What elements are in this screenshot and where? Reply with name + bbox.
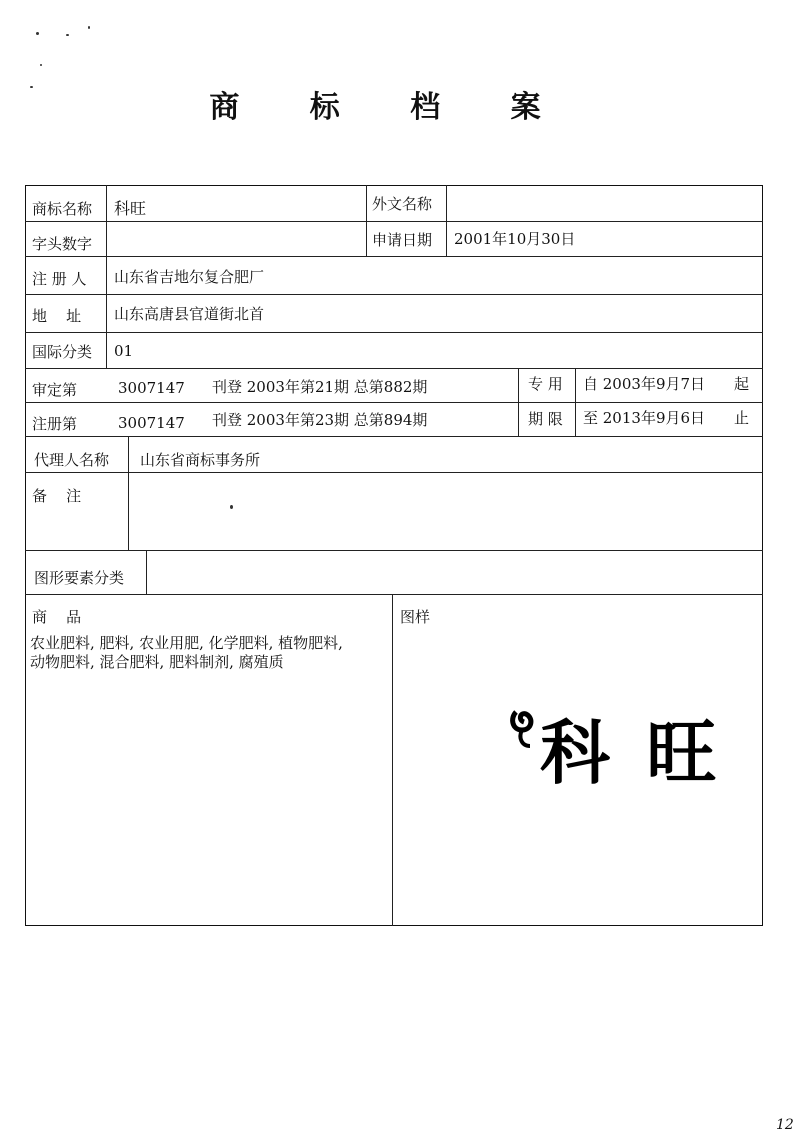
frame-left [25,185,26,926]
address-value: 山东高唐县官道街北首 [114,305,265,323]
trademark-name-label: 商标名称 [32,200,93,218]
col-line [106,185,107,257]
row-line [25,472,763,473]
trademark-name-value: 科旺 [114,199,147,218]
col-line [446,185,447,257]
row-line [25,594,763,595]
row-line [25,256,763,257]
apply-date-value: 2001年10月30日 [454,230,576,248]
row-line [25,294,763,295]
registrant-value: 山东省吉地尔复合肥厂 [114,268,265,286]
agent-value: 山东省商标事务所 [140,451,261,469]
logo-swirl-icon [508,704,542,750]
prefix-digits-label: 字头数字 [32,235,93,253]
registrant-label: 注 册 人 [32,270,87,288]
col-line [146,550,147,594]
col-line [518,368,519,436]
scan-speck [230,505,233,509]
row-line [25,368,763,369]
goods-line-1: 农业肥料, 肥料, 农业用肥, 化学肥料, 植物肥料, [30,634,343,652]
col-line [106,256,107,368]
frame-bottom [25,925,763,926]
trademark-sample-mark: 科 旺 [540,712,723,794]
scan-speck [66,34,69,36]
row-line [25,402,763,403]
col-line [392,594,393,926]
col-line [575,368,576,436]
row-line [25,332,763,333]
row-line [25,221,763,222]
frame-top [25,185,763,186]
foreign-name-label: 外文名称 [372,195,433,213]
scan-speck [40,64,42,66]
registration-publication: 刊登 2003年第23期 总第894期 [212,411,428,429]
remarks-label: 备 注 [32,487,82,505]
page-title: 商 标 档 案 [209,90,571,125]
registration-label: 注册第 [32,415,78,433]
row-line [25,436,763,437]
exam-label: 审定第 [32,381,78,399]
term-to-end: 止 [734,409,750,427]
row-line [25,550,763,551]
term-label-2: 期 限 [528,410,563,428]
scan-speck [88,26,90,29]
col-line [366,185,367,257]
intl-class-value: 01 [114,342,134,360]
frame-right [762,185,763,926]
page-number: 12 [776,1117,794,1133]
term-label-1: 专 用 [528,375,563,393]
address-label: 地 址 [32,307,82,325]
term-to: 至 2013年9月6日 [583,409,706,427]
term-from-end: 起 [734,375,750,393]
exam-number: 3007147 [118,379,185,397]
apply-date-label: 申请日期 [372,231,433,249]
exam-publication: 刊登 2003年第21期 总第882期 [212,378,428,396]
term-from: 自 2003年9月7日 [583,375,706,393]
intl-class-label: 国际分类 [32,343,93,361]
goods-label: 商 品 [32,608,82,626]
col-line [128,436,129,550]
figure-class-label: 图形要素分类 [34,569,125,587]
registration-number: 3007147 [118,414,185,432]
sample-label: 图样 [400,608,431,626]
scan-speck [36,32,39,35]
goods-line-2: 动物肥料, 混合肥料, 肥料制剂, 腐殖质 [30,653,284,671]
agent-label: 代理人名称 [34,451,110,469]
